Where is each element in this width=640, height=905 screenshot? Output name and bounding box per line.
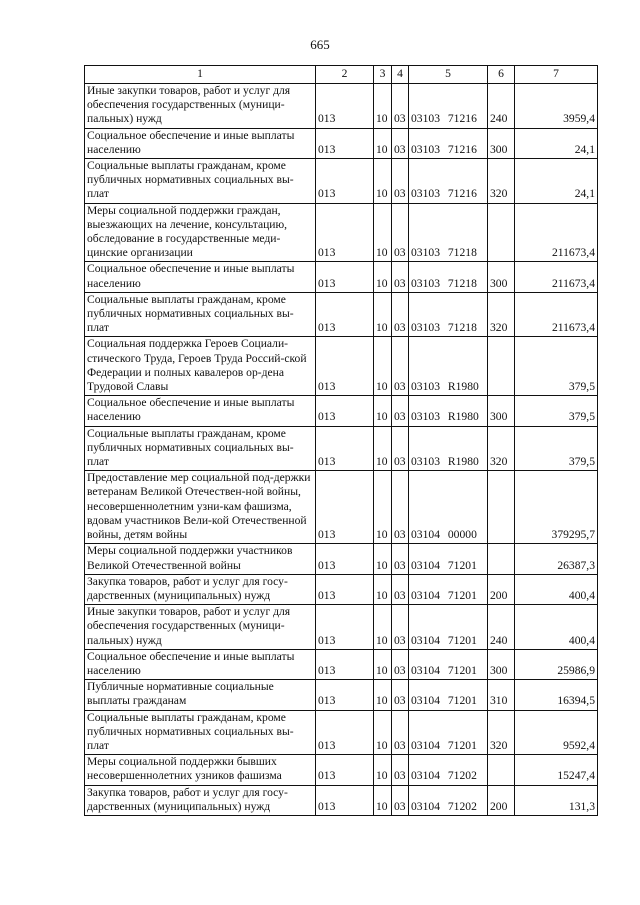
row-ved-code: 013 xyxy=(316,84,374,129)
row-ved-code: 013 xyxy=(316,128,374,158)
row-target-article: 03103 71216 xyxy=(409,159,488,204)
row-subsection: 03 xyxy=(392,337,409,396)
row-section: 10 xyxy=(374,755,392,785)
table-row xyxy=(85,337,598,396)
row-amount: 379,5 xyxy=(515,426,598,471)
row-expense-type xyxy=(488,755,515,785)
row-amount: 379295,7 xyxy=(515,471,598,544)
table-row xyxy=(85,262,598,292)
row-subsection: 03 xyxy=(392,471,409,544)
budget-table xyxy=(84,65,598,816)
row-name: Публичные нормативные социальные выплаты гражданам xyxy=(85,680,316,710)
row-section: 10 xyxy=(374,471,392,544)
row-name: Социальные выплаты гражданам, кроме публичных нормативных социальных вы-плат xyxy=(85,292,316,337)
row-section: 10 xyxy=(374,262,392,292)
row-ved-code: 013 xyxy=(316,785,374,815)
row-expense-type: 300 xyxy=(488,649,515,679)
table-row xyxy=(85,544,598,574)
row-name: Предоставление мер социальной под-держки ветеранам Великой Отечествен-ной войны, несовершеннолетним узни-кам фашизма, вдовам участников Вели-кой Отечественной войны, детям войны xyxy=(85,471,316,544)
header-col-2: 2 xyxy=(316,66,374,84)
header-col-7: 7 xyxy=(515,66,598,84)
row-section: 10 xyxy=(374,426,392,471)
row-name: Социальное обеспечение и иные выплаты населению xyxy=(85,128,316,158)
row-name: Закупка товаров, работ и услуг для госу-дарственных (муниципальных) нужд xyxy=(85,785,316,815)
row-name: Иные закупки товаров, работ и услуг для обеспечения государственных (муници-пальных) нужд xyxy=(85,605,316,650)
row-expense-type: 320 xyxy=(488,710,515,755)
row-ved-code: 013 xyxy=(316,649,374,679)
row-expense-type: 300 xyxy=(488,262,515,292)
row-name: Социальные выплаты гражданам, кроме публичных нормативных социальных вы-плат xyxy=(85,159,316,204)
row-target-article: 03103 R1980 xyxy=(409,337,488,396)
header-col-4: 4 xyxy=(392,66,409,84)
row-section: 10 xyxy=(374,128,392,158)
table-row xyxy=(85,426,598,471)
row-subsection: 03 xyxy=(392,262,409,292)
row-subsection: 03 xyxy=(392,544,409,574)
row-ved-code: 013 xyxy=(316,755,374,785)
header-col-6: 6 xyxy=(488,66,515,84)
row-expense-type: 200 xyxy=(488,785,515,815)
table-row xyxy=(85,128,598,158)
row-name: Социальные выплаты гражданам, кроме публичных нормативных социальных вы-плат xyxy=(85,710,316,755)
row-subsection: 03 xyxy=(392,292,409,337)
row-expense-type: 300 xyxy=(488,396,515,426)
row-amount: 9592,4 xyxy=(515,710,598,755)
row-target-article: 03104 71201 xyxy=(409,574,488,604)
header-col-5: 5 xyxy=(409,66,488,84)
row-ved-code: 013 xyxy=(316,574,374,604)
row-target-article: 03104 71202 xyxy=(409,785,488,815)
row-section: 10 xyxy=(374,605,392,650)
table-row xyxy=(85,84,598,129)
row-amount: 131,3 xyxy=(515,785,598,815)
row-name: Иные закупки товаров, работ и услуг для обеспечения государственных (муници-пальных) нужд xyxy=(85,84,316,129)
row-target-article: 03104 71201 xyxy=(409,680,488,710)
table-row xyxy=(85,396,598,426)
row-amount: 400,4 xyxy=(515,574,598,604)
row-section: 10 xyxy=(374,785,392,815)
row-target-article: 03103 71216 xyxy=(409,128,488,158)
row-expense-type: 310 xyxy=(488,680,515,710)
row-target-article: 03103 R1980 xyxy=(409,396,488,426)
row-expense-type: 320 xyxy=(488,159,515,204)
row-subsection: 03 xyxy=(392,426,409,471)
row-section: 10 xyxy=(374,710,392,755)
row-target-article: 03104 71201 xyxy=(409,544,488,574)
table-row xyxy=(85,471,598,544)
row-subsection: 03 xyxy=(392,84,409,129)
row-name: Закупка товаров, работ и услуг для госу-дарственных (муниципальных) нужд xyxy=(85,574,316,604)
table-row xyxy=(85,605,598,650)
row-section: 10 xyxy=(374,84,392,129)
table-row xyxy=(85,680,598,710)
row-name: Меры социальной поддержки участников Великой Отечественной войны xyxy=(85,544,316,574)
row-amount: 24,1 xyxy=(515,128,598,158)
header-row xyxy=(85,66,598,84)
row-amount: 26387,3 xyxy=(515,544,598,574)
row-target-article: 03104 71201 xyxy=(409,605,488,650)
row-amount: 3959,4 xyxy=(515,84,598,129)
row-ved-code: 013 xyxy=(316,680,374,710)
table-row xyxy=(85,574,598,604)
row-name: Социальное обеспечение и иные выплаты населению xyxy=(85,262,316,292)
row-target-article: 03103 R1980 xyxy=(409,426,488,471)
row-expense-type: 240 xyxy=(488,605,515,650)
table-row xyxy=(85,785,598,815)
row-ved-code: 013 xyxy=(316,159,374,204)
row-ved-code: 013 xyxy=(316,396,374,426)
row-expense-type: 300 xyxy=(488,128,515,158)
row-name: Социальные выплаты гражданам, кроме публичных нормативных социальных вы-плат xyxy=(85,426,316,471)
row-subsection: 03 xyxy=(392,574,409,604)
row-amount: 24,1 xyxy=(515,159,598,204)
row-ved-code: 013 xyxy=(316,710,374,755)
table-row xyxy=(85,203,598,262)
row-target-article: 03104 00000 xyxy=(409,471,488,544)
row-amount: 379,5 xyxy=(515,337,598,396)
row-amount: 25986,9 xyxy=(515,649,598,679)
table-body xyxy=(85,84,598,816)
row-subsection: 03 xyxy=(392,396,409,426)
row-section: 10 xyxy=(374,396,392,426)
row-amount: 211673,4 xyxy=(515,292,598,337)
row-subsection: 03 xyxy=(392,159,409,204)
row-section: 10 xyxy=(374,203,392,262)
table-row xyxy=(85,755,598,785)
table-row xyxy=(85,710,598,755)
row-ved-code: 013 xyxy=(316,426,374,471)
row-subsection: 03 xyxy=(392,710,409,755)
row-expense-type xyxy=(488,337,515,396)
row-ved-code: 013 xyxy=(316,262,374,292)
row-target-article: 03103 71218 xyxy=(409,262,488,292)
row-name: Социальная поддержка Героев Социали-стического Труда, Героев Труда Россий-ской Федерации и полных кавалеров ор-дена Трудовой Славы xyxy=(85,337,316,396)
row-section: 10 xyxy=(374,544,392,574)
row-name: Меры социальной поддержки бывших несовершеннолетних узников фашизма xyxy=(85,755,316,785)
row-subsection: 03 xyxy=(392,203,409,262)
row-subsection: 03 xyxy=(392,680,409,710)
row-amount: 15247,4 xyxy=(515,755,598,785)
row-amount: 211673,4 xyxy=(515,262,598,292)
row-amount: 16394,5 xyxy=(515,680,598,710)
row-ved-code: 013 xyxy=(316,337,374,396)
row-name: Меры социальной поддержки граждан, выезжающих на лечение, консультацию, обследование в государственные меди-цинские организации xyxy=(85,203,316,262)
row-expense-type xyxy=(488,544,515,574)
row-subsection: 03 xyxy=(392,605,409,650)
row-section: 10 xyxy=(374,574,392,604)
row-subsection: 03 xyxy=(392,128,409,158)
row-ved-code: 013 xyxy=(316,544,374,574)
page-number: 665 xyxy=(310,37,330,52)
row-expense-type: 200 xyxy=(488,574,515,604)
row-section: 10 xyxy=(374,337,392,396)
row-section: 10 xyxy=(374,159,392,204)
row-subsection: 03 xyxy=(392,649,409,679)
row-ved-code: 013 xyxy=(316,203,374,262)
row-name: Социальное обеспечение и иные выплаты населению xyxy=(85,396,316,426)
row-ved-code: 013 xyxy=(316,471,374,544)
row-expense-type: 320 xyxy=(488,426,515,471)
row-expense-type xyxy=(488,203,515,262)
row-target-article: 03104 71201 xyxy=(409,710,488,755)
row-amount: 211673,4 xyxy=(515,203,598,262)
header-col-1: 1 xyxy=(85,66,316,84)
row-target-article: 03104 71201 xyxy=(409,649,488,679)
row-amount: 400,4 xyxy=(515,605,598,650)
row-section: 10 xyxy=(374,649,392,679)
row-section: 10 xyxy=(374,680,392,710)
row-amount: 379,5 xyxy=(515,396,598,426)
row-expense-type xyxy=(488,471,515,544)
row-target-article: 03103 71218 xyxy=(409,292,488,337)
table-row xyxy=(85,159,598,204)
row-ved-code: 013 xyxy=(316,605,374,650)
row-target-article: 03103 71216 xyxy=(409,84,488,129)
row-target-article: 03103 71218 xyxy=(409,203,488,262)
row-subsection: 03 xyxy=(392,755,409,785)
row-expense-type: 240 xyxy=(488,84,515,129)
row-expense-type: 320 xyxy=(488,292,515,337)
row-target-article: 03104 71202 xyxy=(409,755,488,785)
header-col-3: 3 xyxy=(374,66,392,84)
table-row xyxy=(85,649,598,679)
row-subsection: 03 xyxy=(392,785,409,815)
row-section: 10 xyxy=(374,292,392,337)
table-row xyxy=(85,292,598,337)
row-ved-code: 013 xyxy=(316,292,374,337)
row-name: Социальное обеспечение и иные выплаты населению xyxy=(85,649,316,679)
